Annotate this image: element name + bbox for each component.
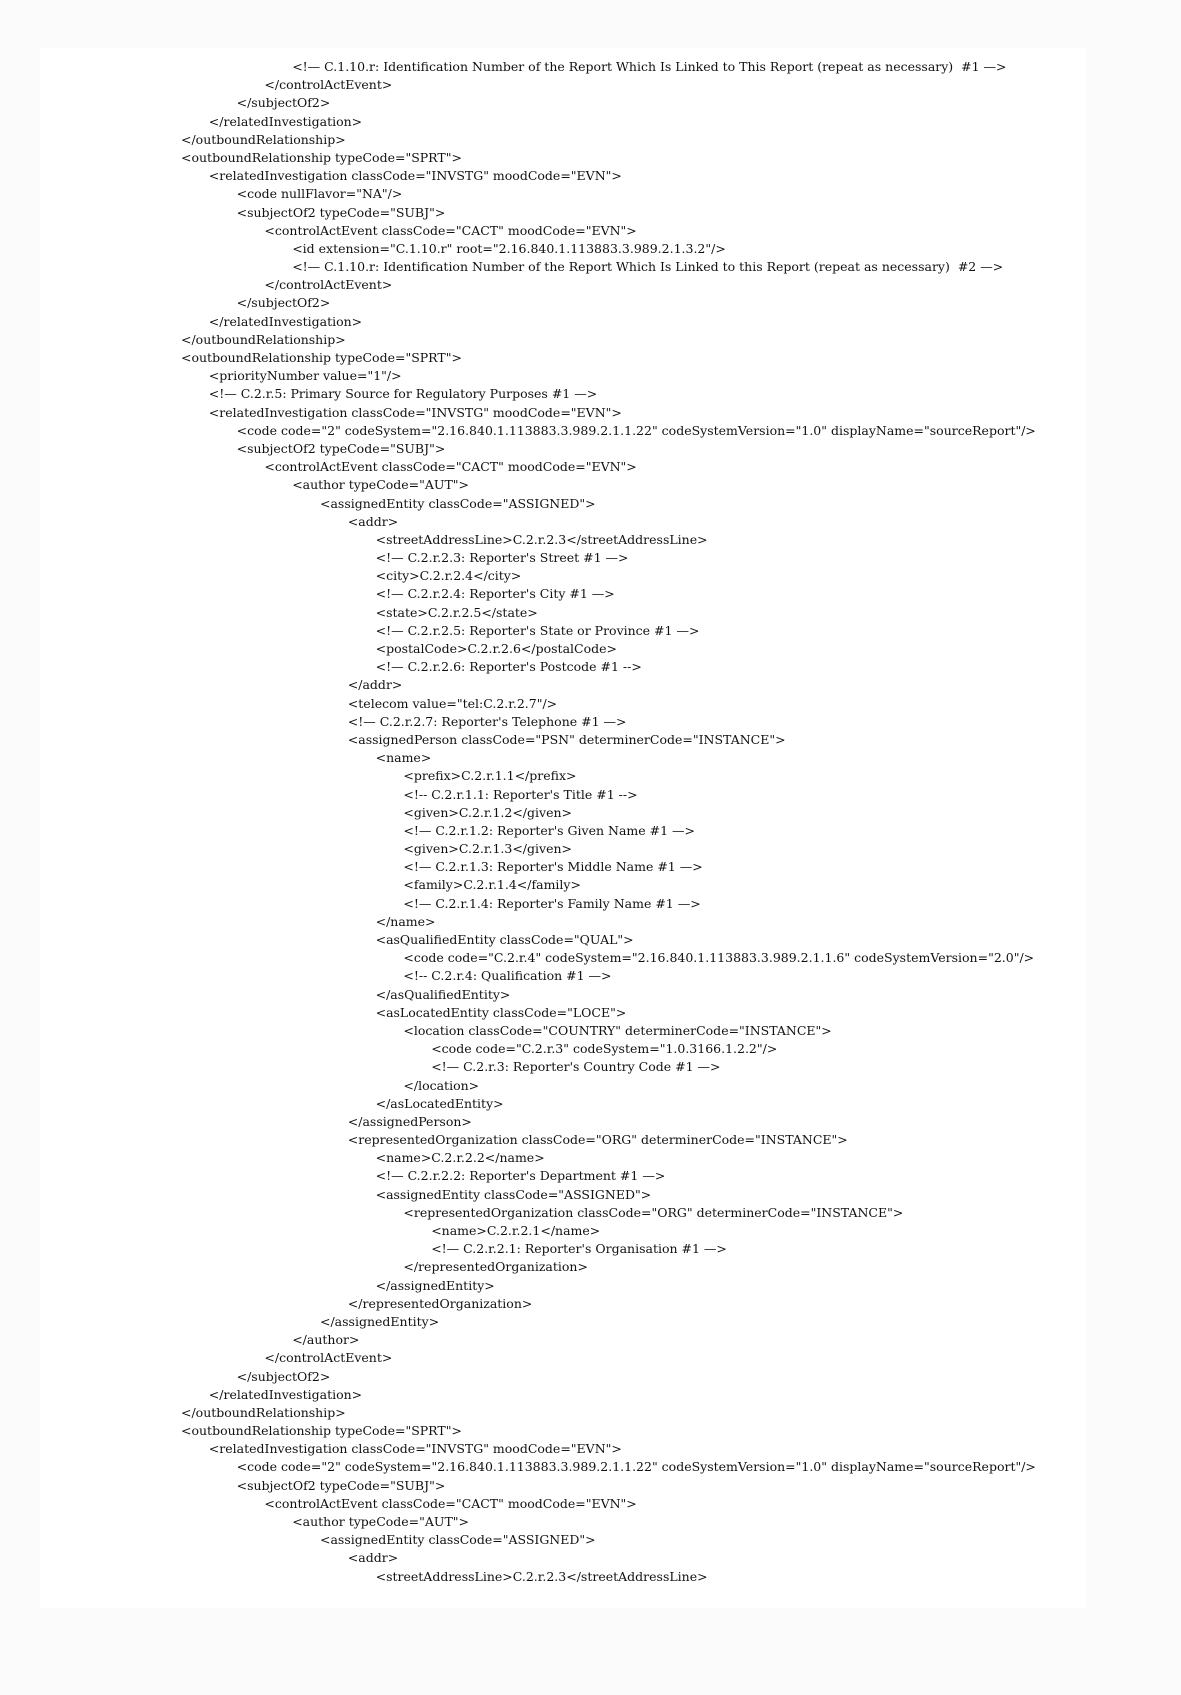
code-line: <subjectOf2 typeCode="SUBJ"> (236, 1477, 446, 1493)
code-line: <!-- C.2.r.4: Qualification #1 —> (403, 968, 612, 984)
code-line: <name> (375, 750, 432, 766)
code-line: <representedOrganization classCode="ORG" determinerCode="INSTANCE"> (403, 1204, 904, 1220)
code-line: <controlActEvent classCode="CACT" moodCode="EVN"> (264, 459, 637, 475)
code-line: <controlActEvent classCode="CACT" moodCode="EVN"> (264, 222, 637, 238)
code-line: <given>C.2.r.1.2</given> (403, 804, 572, 820)
code-line: </asLocatedEntity> (375, 1095, 504, 1111)
code-line: <assignedEntity classCode="ASSIGNED"> (320, 1532, 596, 1548)
code-line: </subjectOf2> (236, 295, 331, 311)
code-line: <author typeCode="AUT"> (292, 477, 470, 493)
code-line: </relatedInvestigation> (208, 313, 363, 329)
code-line: <relatedInvestigation classCode="INVSTG" moodCode="EVN"> (208, 168, 622, 184)
code-line: <assignedEntity classCode="ASSIGNED"> (375, 1186, 652, 1202)
code-line: <!— C.2.r.1.3: Reporter's Middle Name #1 —> (403, 859, 703, 875)
code-line: <state>C.2.r.2.5</state> (375, 604, 538, 620)
code-line: <addr> (347, 1550, 399, 1566)
code-line: <assignedEntity classCode="ASSIGNED"> (320, 495, 596, 511)
code-line: <!— C.2.r.1.2: Reporter's Given Name #1 —> (403, 822, 696, 838)
code-line: <relatedInvestigation classCode="INVSTG" moodCode="EVN"> (208, 404, 622, 420)
code-line: </addr> (347, 677, 403, 693)
code-line: <id extension="C.1.10.r" root="2.16.840.1.113883.3.989.2.1.3.2"/> (292, 240, 726, 256)
code-line: </outboundRelationship> (181, 331, 346, 347)
code-line: <family>C.2.r.1.4</family> (403, 877, 581, 893)
code-line: <author typeCode="AUT"> (292, 1514, 470, 1529)
code-line: <outboundRelationship typeCode="SPRT"> (181, 149, 462, 165)
code-line: <code code="2" codeSystem="2.16.840.1.113883.3.989.2.1.1.22" codeSystemVersion="1.0" displayName="sourceReport"/> (236, 1459, 1036, 1475)
code-line: <relatedInvestigation classCode="INVSTG" moodCode="EVN"> (208, 1441, 622, 1457)
code-line: </relatedInvestigation> (208, 113, 363, 129)
code-line: </author> (292, 1332, 360, 1348)
code-line: <assignedPerson classCode="PSN" determinerCode="INSTANCE"> (347, 731, 786, 747)
code-line: </subjectOf2> (236, 1368, 331, 1384)
code-line: <location classCode="COUNTRY" determinerCode="INSTANCE"> (403, 1022, 832, 1038)
code-line: <subjectOf2 typeCode="SUBJ"> (236, 440, 446, 456)
code-line: </representedOrganization> (403, 1259, 588, 1275)
code-line: <!— C.2.r.2.5: Reporter's State or Province #1 —> (375, 622, 700, 638)
xml-code-listing (40, 58, 1036, 1586)
code-line: </subjectOf2> (236, 95, 331, 111)
code-line: <!— C.2.r.2.7: Reporter's Telephone #1 —> (347, 713, 627, 729)
code-line: <telecom value="tel:C.2.r.2.7"/> (347, 695, 558, 711)
code-line: <representedOrganization classCode="ORG" determinerCode="INSTANCE"> (347, 1132, 848, 1148)
code-line: <asLocatedEntity classCode="LOCE"> (375, 1004, 627, 1020)
code-line: <subjectOf2 typeCode="SUBJ"> (236, 204, 446, 220)
code-line: </name> (375, 913, 436, 929)
code-line: </asQualifiedEntity> (375, 986, 511, 1002)
code-line: </controlActEvent> (264, 77, 393, 93)
code-line: <streetAddressLine>C.2.r.2.3</streetAddressLine> (375, 531, 708, 547)
code-line: <outboundRelationship typeCode="SPRT"> (181, 1423, 462, 1439)
code-line: <!— C.2.r.2.1: Reporter's Organisation #1 —> (431, 1241, 727, 1257)
code-line: </assignedEntity> (375, 1277, 495, 1293)
code-line: <!-- C.2.r.1.1: Reporter's Title #1 --> (403, 786, 638, 802)
code-line: <outboundRelationship typeCode="SPRT"> (181, 350, 462, 365)
code-line: <prefix>C.2.r.1.1</prefix> (403, 768, 577, 784)
code-line: </representedOrganization> (347, 1295, 533, 1311)
code-line: <city>C.2.r.2.4</city> (375, 568, 522, 584)
code-line: <addr> (347, 513, 399, 529)
code-line: <name>C.2.r.2.1</name> (431, 1223, 601, 1238)
code-line: </location> (403, 1077, 480, 1093)
code-line: <postalCode>C.2.r.2.6</postalCode> (375, 641, 617, 656)
code-line: <!— C.2.r.2.3: Reporter's Street #1 —> (375, 550, 629, 566)
code-line: <code code="C.2.r.4" codeSystem="2.16.840.1.113883.3.989.2.1.1.6" codeSystemVersion="2.0"/> (403, 950, 1035, 966)
code-line: <!— C.2.r.2.2: Reporter's Department #1 —> (375, 1168, 666, 1184)
code-line: </assignedEntity> (320, 1313, 440, 1329)
code-line: <!— C.2.r.1.4: Reporter's Family Name #1 —> (403, 895, 701, 911)
code-line: <!— C.2.r.5: Primary Source for Regulatory Purposes #1 —> (208, 386, 598, 402)
code-line: </outboundRelationship> (181, 131, 346, 147)
code-line: <controlActEvent classCode="CACT" moodCode="EVN"> (264, 1495, 637, 1511)
code-line: <code code="2" codeSystem="2.16.840.1.113883.3.989.2.1.1.22" codeSystemVersion="1.0" displayName="sourceReport"/> (236, 422, 1036, 438)
code-line: <name>C.2.r.2.2</name> (375, 1150, 545, 1166)
code-line: <!— C.2.r.3: Reporter's Country Code #1 —> (431, 1059, 721, 1075)
code-line: </controlActEvent> (264, 1350, 393, 1366)
code-line: <code nullFlavor="NA"/> (236, 186, 403, 202)
code-line: <code code="C.2.r.3" codeSystem="1.0.3166.1.2.2"/> (431, 1041, 778, 1057)
code-line: <!— C.1.10.r: Identification Number of the Report Which Is Linked to This Report (repeat as necessary) #1 —> (292, 59, 1007, 74)
code-line: <streetAddressLine>C.2.r.2.3</streetAddressLine> (375, 1568, 708, 1584)
code-line: <given>C.2.r.1.3</given> (403, 841, 572, 857)
code-line: <!— C.1.10.r: Identification Number of the Report Which Is Linked to this Report (repeat as necessary) #2 —> (292, 259, 1004, 275)
document-page (40, 48, 1086, 1608)
code-line: </relatedInvestigation> (208, 1386, 363, 1402)
code-line: </controlActEvent> (264, 277, 393, 293)
code-line: </assignedPerson> (347, 1113, 472, 1129)
code-line: <asQualifiedEntity classCode="QUAL"> (375, 932, 634, 947)
code-line: </outboundRelationship> (181, 1404, 346, 1420)
code-line: <priorityNumber value="1"/> (208, 368, 402, 384)
code-line: <!— C.2.r.2.4: Reporter's City #1 —> (375, 586, 615, 602)
code-line: <!— C.2.r.2.6: Reporter's Postcode #1 --> (375, 659, 642, 675)
